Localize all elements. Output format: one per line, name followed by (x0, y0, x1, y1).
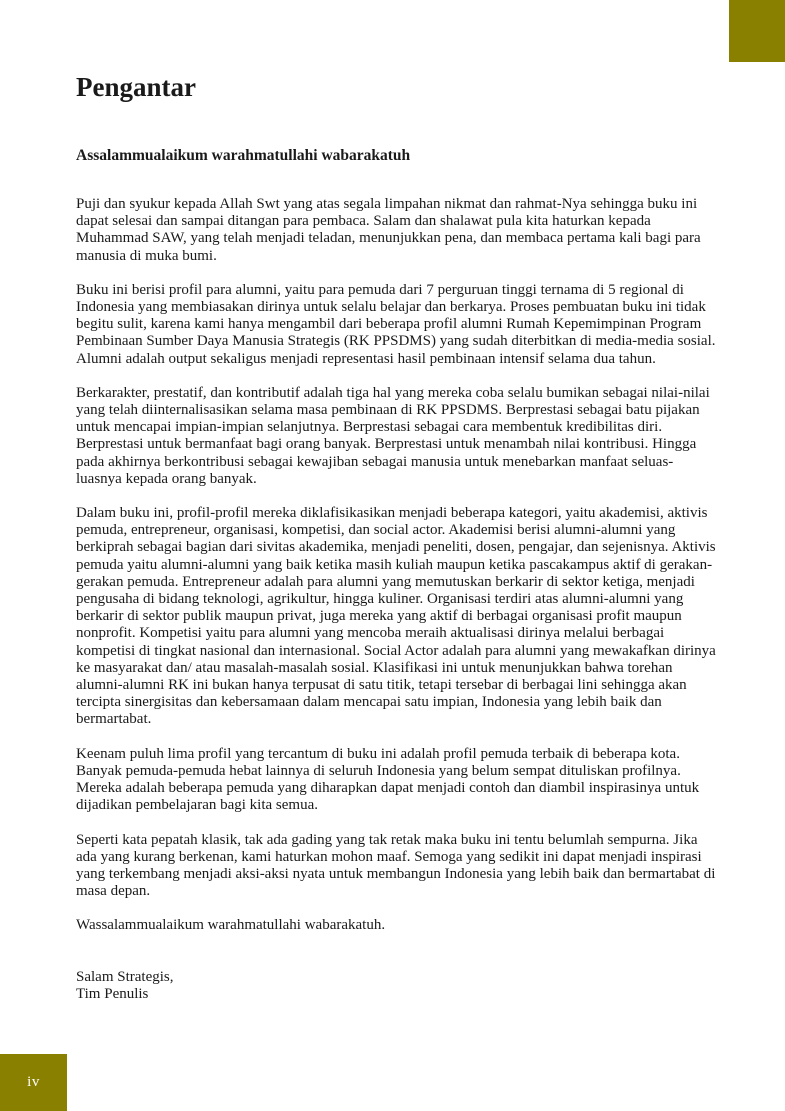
closing-salutation: Wassalammualaikum warahmatullahi wabarakatuh. (76, 917, 386, 934)
paragraph-4: Dalam buku ini, profil-profil mereka diklafisikasikan menjadi beberapa kategori, yaitu akademisi, aktivis pemuda, entrepreneur, organisasi, kompetisi, dan social actor. Akademisi berisi alumni-alumni yang berkiprah sebagai bagian dari sivitas akademika, menjadi peneliti, dosen, pengajar, dan sejenisnya. Aktivis pemuda yaitu alumni-alumni yang baik ketika masih kuliah maupun ketika pascakampus aktif di gerakan-gerakan pemuda. Entrepreneur adalah para alumni yang memutuskan berkarir di sektor ketiga, menjadi pengusaha di bidang teknologi, agrikultur, hingga kuliner. Organisasi terdiri atas alumni-alumni yang berkarir di sektor publik maupun privat, juga mereka yang aktif di berbagai organisasi profit maupun nonprofit. Kompetisi yaitu para alumni yang mencoba meraih aktualisasi dirinya melalui berbagai kompetisi di tingkat nasional dan internasional. Social Actor adalah para alumni yang mewakafkan dirinya ke masyarakat dan/ atau masalah-masalah sosial. Klasifikasi ini untuk menunjukkan bahwa torehan alumni-alumni RK ini bukan hanya terpusat di satu titik, tetapi tersebar di berbagai lini sehingga akan tercipta sinergisitas dan kebersamaan dalam mencapai satu impian, Indonesia yang lebih baik dan bermartabat. (76, 505, 716, 728)
page-number-box (0, 1054, 67, 1111)
paragraph-3: Berkarakter, prestatif, dan kontributif adalah tiga hal yang mereka coba selalu bumikan sebagai nilai-nilai yang telah diinternalisasikan selama masa pembinaan di RK PPSDMS. Berprestasi sebagai batu pijakan untuk mencapai impian-impian selanjutnya. Berprestasi sebagai cara membentuk kredibilitas diri. Berprestasi untuk bermanfaat bagi orang banyak. Berprestasi untuk menambah nilai kontribusi. Hingga pada akhirnya berkontribusi sebagai kewajiban sebagai manusia untuk menebarkan manfaat seluas-luasnya kepada orang banyak. (76, 384, 710, 487)
paragraph-1: Puji dan syukur kepada Allah Swt yang atas segala limpahan nikmat dan rahmat-Nya sehingga buku ini dapat selesai dan sampai ditangan para pembaca. Salam dan shalawat pula kita haturkan kepada Muhammad SAW, yang telah menjadi teladan, menunjukkan pena, dan membaca pertama kali bagi para manusia di muka bumi. (76, 196, 701, 264)
corner-decoration (729, 0, 785, 62)
paragraph-2: Buku ini berisi profil para alumni, yaitu para pemuda dari 7 perguruan tinggi ternama di 5 regional di Indonesia yang membiasakan dirinya untuk selalu belajar dan berkarya. Proses pembuatan buku ini tidak begitu sulit, karena kami hanya mengambil dari beberapa profil alumni Rumah Kepemimpinan Program Pembinaan Sumber Daya Manusia Strategis (RK PPSDMS) yang sudah diterbitkan di media-media sosial. Alumni adalah output sekaligus menjadi representasi hasil pembinaan intensif selama dua tahun. (76, 281, 716, 367)
signature-block (76, 969, 716, 1003)
greeting: Assalammualaikum warahmatullahi wabarakatuh (76, 147, 411, 164)
author: Tim Penulis (76, 985, 149, 1002)
paragraph-5: Keenam puluh lima profil yang tercantum di buku ini adalah profil pemuda terbaik di beberapa kota. Banyak pemuda-pemuda hebat lainnya di seluruh Indonesia yang belum sempat dituliskan profilnya. Mereka adalah beberapa pemuda yang diharapkan dapat menjadi contoh dan diambil inspirasinya untuk dijadikan pembelajaran bagi kita semua. (76, 745, 700, 814)
page-number: iv (27, 1074, 40, 1090)
page-title: Pengantar (76, 72, 196, 102)
signoff: Salam Strategis, (76, 968, 174, 985)
page-content (76, 70, 716, 1003)
paragraph-6: Seperti kata pepatah klasik, tak ada gading yang tak retak maka buku ini tentu belumlah sempurna. Jika ada yang kurang berkenan, kami haturkan mohon maaf. Semoga yang sedikit ini dapat menjadi inspirasi yang terkembang menjadi aksi-aksi nyata untuk membangun Indonesia yang lebih baik dan bermartabat di masa depan. (76, 831, 716, 900)
